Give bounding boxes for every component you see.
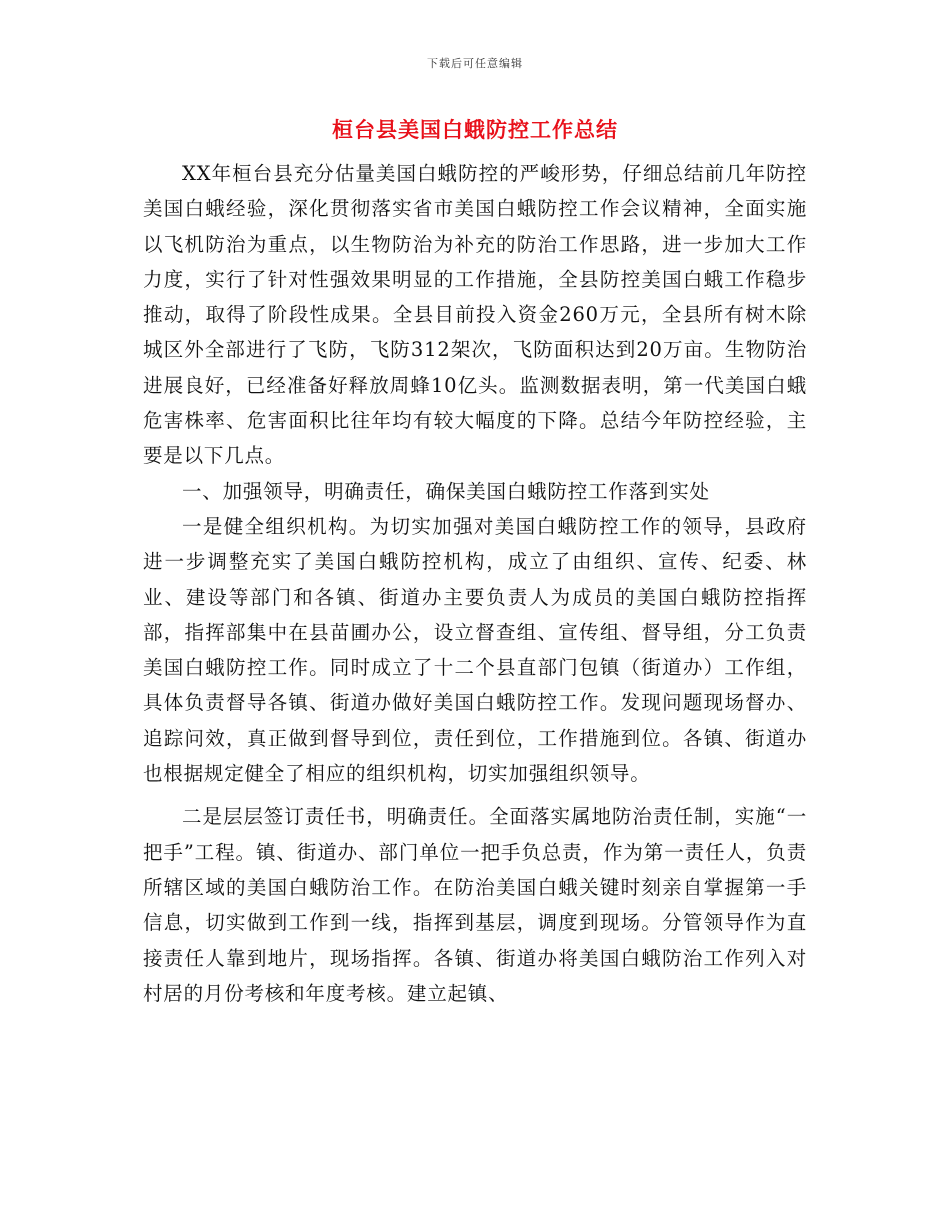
document-title: 桓台县美国白蛾防控工作总结 — [332, 118, 618, 142]
paragraph-organization: 一是健全组织机构。为切实加强对美国白蛾防控工作的领导，县政府进一步调整充实了美国白蛾防控机构，成立了由组织、宣传、纪委、林业、建设等部门和各镇、街道办主要负责人为成员的美国白蛾防控指挥部，指挥部集中在县苗圃办公，设立督查组、宣传组、督导组，分工负责美国白蛾防控工作。同时成立了十二个县直部门包镇（街道办）工作组，具体负责督导各镇、街道办做好美国白蛾防控工作。发现问题现场督办、追踪问效，真正做到督导到位，责任到位，工作措施到位。各镇、街道办也根据规定健全了相应的组织机构，切实加强组织领导。 — [143, 514, 807, 786]
paragraph-responsibility: 二是层层签订责任书，明确责任。全面落实属地防治责任制，实施“一把手”工程。镇、街道办、部门单位一把手负总责，作为第一责任人，负责所辖区域的美国白蛾防治工作。在防治美国白蛾关键时刻亲自掌握第一手信息，切实做到工作到一线，指挥到基层，调度到现场。分管领导作为直接责任人靠到地片，现场指挥。各镇、街道办将美国白蛾防治工作列入对村居的月份考核和年度考核。建立起镇、 — [143, 805, 807, 1005]
document-body — [143, 156, 807, 1011]
download-note: 下载后可任意编辑 — [427, 57, 523, 70]
paragraph-intro: XX年桓台县充分估量美国白蛾防控的严峻形势，仔细总结前几年防控美国白蛾经验，深化贯彻落实省市美国白蛾防控工作会议精神，全面实施以飞机防治为重点，以生物防治为补充的防治工作思路，进一步加大工作力度，实行了针对性强效果明显的工作措施，全县防控美国白蛾工作稳步推动，取得了阶段性成果。全县目前投入资金260万元，全县所有树木除城区外全部进行了飞防，飞防312架次，飞防面积达到20万亩。生物防治进展良好，已经准备好释放周蜂10亿头。监测数据表明，第一代美国白蛾危害株率、危害面积比往年均有较大幅度的下降。总结今年防控经验，主要是以下几点。 — [143, 162, 807, 468]
section-heading-1: 一、加强领导，明确责任，确保美国白蛾防控工作落到实处 — [182, 479, 710, 503]
